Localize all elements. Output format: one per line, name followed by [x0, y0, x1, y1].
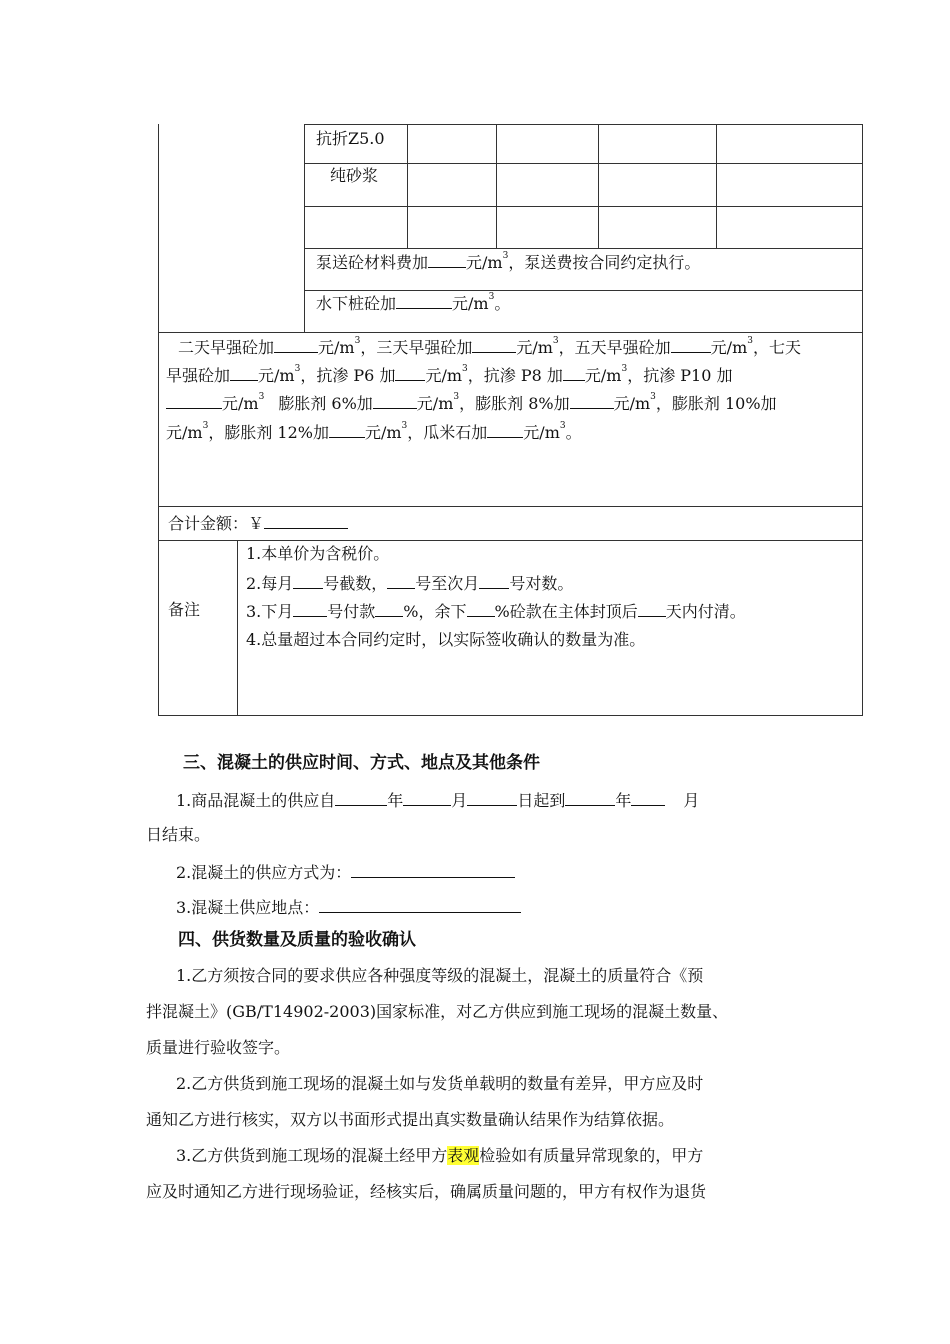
blank-field: [373, 392, 417, 409]
blank-field: [563, 364, 585, 381]
superscript: 3: [650, 392, 656, 402]
para-text: 3.乙方供货到施工现场的混凝土经甲方: [176, 1146, 448, 1165]
para-text: 月: [451, 791, 468, 810]
para-text: 年: [615, 791, 632, 810]
row-label-kangzhe: 抗折Z5.0: [316, 129, 385, 148]
remark-text: %砼款在主体封顶后: [494, 602, 638, 621]
underwater-text: 水下桩砼加: [316, 294, 397, 313]
table-row-divider: [158, 506, 863, 507]
blank-field: [467, 789, 517, 806]
blank-field: [293, 572, 323, 589]
pump-text: 泵送砼材料费加: [316, 253, 429, 272]
additive-text: ，抗渗 P8 加: [467, 366, 563, 385]
table-border-top: [304, 124, 863, 125]
pump-text: ，泵送费按合同约定执行。: [508, 253, 701, 272]
section-4-para-3-line-1: [176, 1146, 703, 1166]
superscript: 3: [462, 364, 468, 374]
superscript: 3: [354, 336, 361, 346]
remark-text: 天内付清。: [665, 602, 746, 621]
section-3-para-1-cont: 日结束。: [146, 825, 211, 844]
table-row-divider: [158, 332, 863, 333]
additive-text: ，抗渗 P6 加: [300, 366, 396, 385]
blank-field: [428, 251, 466, 268]
para-text: 年: [387, 791, 404, 810]
unit-text: 元/m: [425, 366, 463, 385]
unit-text: 元/m: [452, 294, 489, 313]
section-4-para-3-line-2: 应及时通知乙方进行现场验证，经核实后，确属质量问题的，甲方有权作为退货: [146, 1182, 707, 1201]
blank-field: [487, 421, 523, 438]
blank-field: [631, 789, 665, 806]
blank-field: [166, 392, 222, 409]
additive-line-4: [166, 421, 582, 443]
unit-text: 元/m: [613, 394, 651, 413]
blank-field: [395, 364, 425, 381]
blank-field: [375, 600, 403, 617]
blank-field: [335, 789, 387, 806]
unit-text: 元/m: [584, 366, 622, 385]
table-border-right: [862, 124, 863, 716]
section-3-para-1: [176, 789, 699, 811]
section-4-para-2-line-1: 2.乙方供货到施工现场的混凝土如与发货单载明的数量有差异，甲方应及时: [176, 1074, 704, 1093]
remark-text: 号至次月: [415, 574, 480, 593]
underwater-text: 。: [494, 294, 511, 313]
para-text: 3.混凝土供应地点：: [176, 898, 320, 917]
remark-text: 号对数。: [509, 574, 574, 593]
blank-field: [565, 789, 615, 806]
additive-text: ，膨胀剂 8%加: [459, 394, 570, 413]
unit-text: 元/m: [710, 338, 748, 357]
para-text: 2.混凝土的供应方式为：: [176, 863, 352, 882]
total-amount-blank: [264, 512, 348, 529]
section-4-para-1-line-2: 拌混凝土》(GB/T14902-2003)国家标准，对乙方供应到施工现场的混凝土数量、: [146, 1002, 729, 1021]
blank-field: [387, 572, 415, 589]
para-text: 1.商品混凝土的供应自: [176, 791, 336, 810]
table-row-divider: [304, 206, 863, 207]
additive-text: ，三天早强砼加: [360, 338, 473, 357]
superscript: 3: [621, 364, 628, 374]
additive-text: ，膨胀剂 10%加: [655, 394, 777, 413]
table-row-divider: [304, 163, 863, 164]
pump-line: [316, 251, 700, 273]
superscript: 3: [747, 336, 753, 346]
para-text: 检验如有质量异常现象的，甲方: [479, 1146, 704, 1165]
table-col-divider: [598, 124, 599, 249]
para-text: 日起到: [517, 791, 566, 810]
remark-text: 3.下月: [246, 602, 294, 621]
table-col-divider: [304, 124, 305, 332]
additive-line-1: [178, 336, 801, 358]
remark-label: 备注: [168, 600, 201, 619]
total-amount-line: [168, 512, 348, 534]
superscript: 3: [258, 392, 265, 402]
blank-field: [671, 336, 711, 353]
supply-method-blank: [351, 861, 515, 878]
section-4-para-1-line-1: 1.乙方须按合同的要求供应各种强度等级的混凝土，混凝土的质量符合《预: [176, 966, 704, 985]
remark-3: [246, 600, 746, 622]
para-text: 月: [683, 791, 700, 810]
remark-2: [246, 572, 573, 594]
additive-text: 二天早强砼加: [178, 338, 275, 357]
additive-text: 。: [565, 423, 582, 442]
underwater-line: [316, 292, 510, 314]
blank-field: [479, 572, 509, 589]
table-col-divider: [716, 124, 717, 249]
row-label-sha: 纯砂浆: [330, 166, 379, 185]
section-3-para-2: [176, 861, 515, 883]
additive-text: ，五天早强砼加: [558, 338, 671, 357]
unit-text: 元/m: [258, 366, 295, 385]
additive-text: ，七天: [752, 338, 801, 357]
unit-text: 元/m: [466, 253, 503, 272]
table-col-divider: [496, 124, 497, 249]
table-row-divider: [304, 248, 863, 249]
table-row-divider: [158, 540, 863, 541]
superscript: 3: [294, 364, 301, 374]
blank-field: [638, 600, 666, 617]
table-col-divider: [237, 540, 238, 716]
supply-location-blank: [319, 896, 521, 913]
blank-field: [230, 364, 258, 381]
unit-text: 元/m: [222, 394, 259, 413]
unit-text: 元/m: [318, 338, 355, 357]
superscript: 3: [552, 336, 559, 346]
additive-line-2: [166, 364, 733, 386]
superscript: 3: [488, 292, 495, 302]
table-col-divider: [407, 124, 408, 249]
superscript: 3: [453, 392, 460, 402]
section-4-heading: 四、供货数量及质量的验收确认: [178, 930, 416, 950]
blank-field: [396, 292, 452, 309]
unit-text: 元/m: [416, 394, 454, 413]
superscript: 3: [401, 421, 408, 431]
remark-text: 号截数，: [323, 574, 388, 593]
blank-field: [293, 600, 327, 617]
table-border-left: [158, 124, 159, 716]
blank-field: [467, 600, 495, 617]
blank-field: [570, 392, 614, 409]
section-3-heading: 三、混凝土的供应时间、方式、地点及其他条件: [183, 753, 540, 773]
additive-text: ，抗渗 P10 加: [627, 366, 733, 385]
remark-1: 1.本单价为含税价。: [246, 544, 390, 563]
remark-text: %，余下: [403, 602, 467, 621]
blank-field: [329, 421, 365, 438]
unit-text: 元/m: [364, 423, 402, 442]
table-row-divider: [304, 290, 863, 291]
superscript: 3: [202, 421, 209, 431]
remark-text: 号付款: [327, 602, 376, 621]
superscript: 3: [502, 251, 509, 261]
additive-text: ，膨胀剂 12%加: [208, 423, 329, 442]
remark-4: 4.总量超过本合同约定时，以实际签收确认的数量为准。: [246, 630, 646, 649]
unit-text: 元/m: [516, 338, 553, 357]
superscript: 3: [559, 421, 566, 431]
section-4-para-2-line-2: 通知乙方进行核实，双方以书面形式提出真实数量确认结果作为结算依据。: [146, 1110, 675, 1129]
unit-text: 元/m: [523, 423, 560, 442]
table-border-bottom: [158, 715, 863, 716]
additive-text: ，瓜米石加: [407, 423, 488, 442]
unit-text: 元/m: [166, 423, 203, 442]
blank-field: [472, 336, 516, 353]
additive-text: 膨胀剂 6%加: [278, 394, 373, 413]
total-amount-label: 合计金额：￥: [168, 514, 265, 533]
additive-text: 早强砼加: [166, 366, 231, 385]
section-3-para-3: [176, 896, 521, 918]
remark-text: 2.每月: [246, 574, 294, 593]
blank-field: [274, 336, 318, 353]
blank-field: [403, 789, 451, 806]
section-4-para-1-line-3: 质量进行验收签字。: [146, 1038, 291, 1057]
additive-line-3: [166, 392, 777, 414]
highlighted-text: 表观: [447, 1146, 480, 1165]
